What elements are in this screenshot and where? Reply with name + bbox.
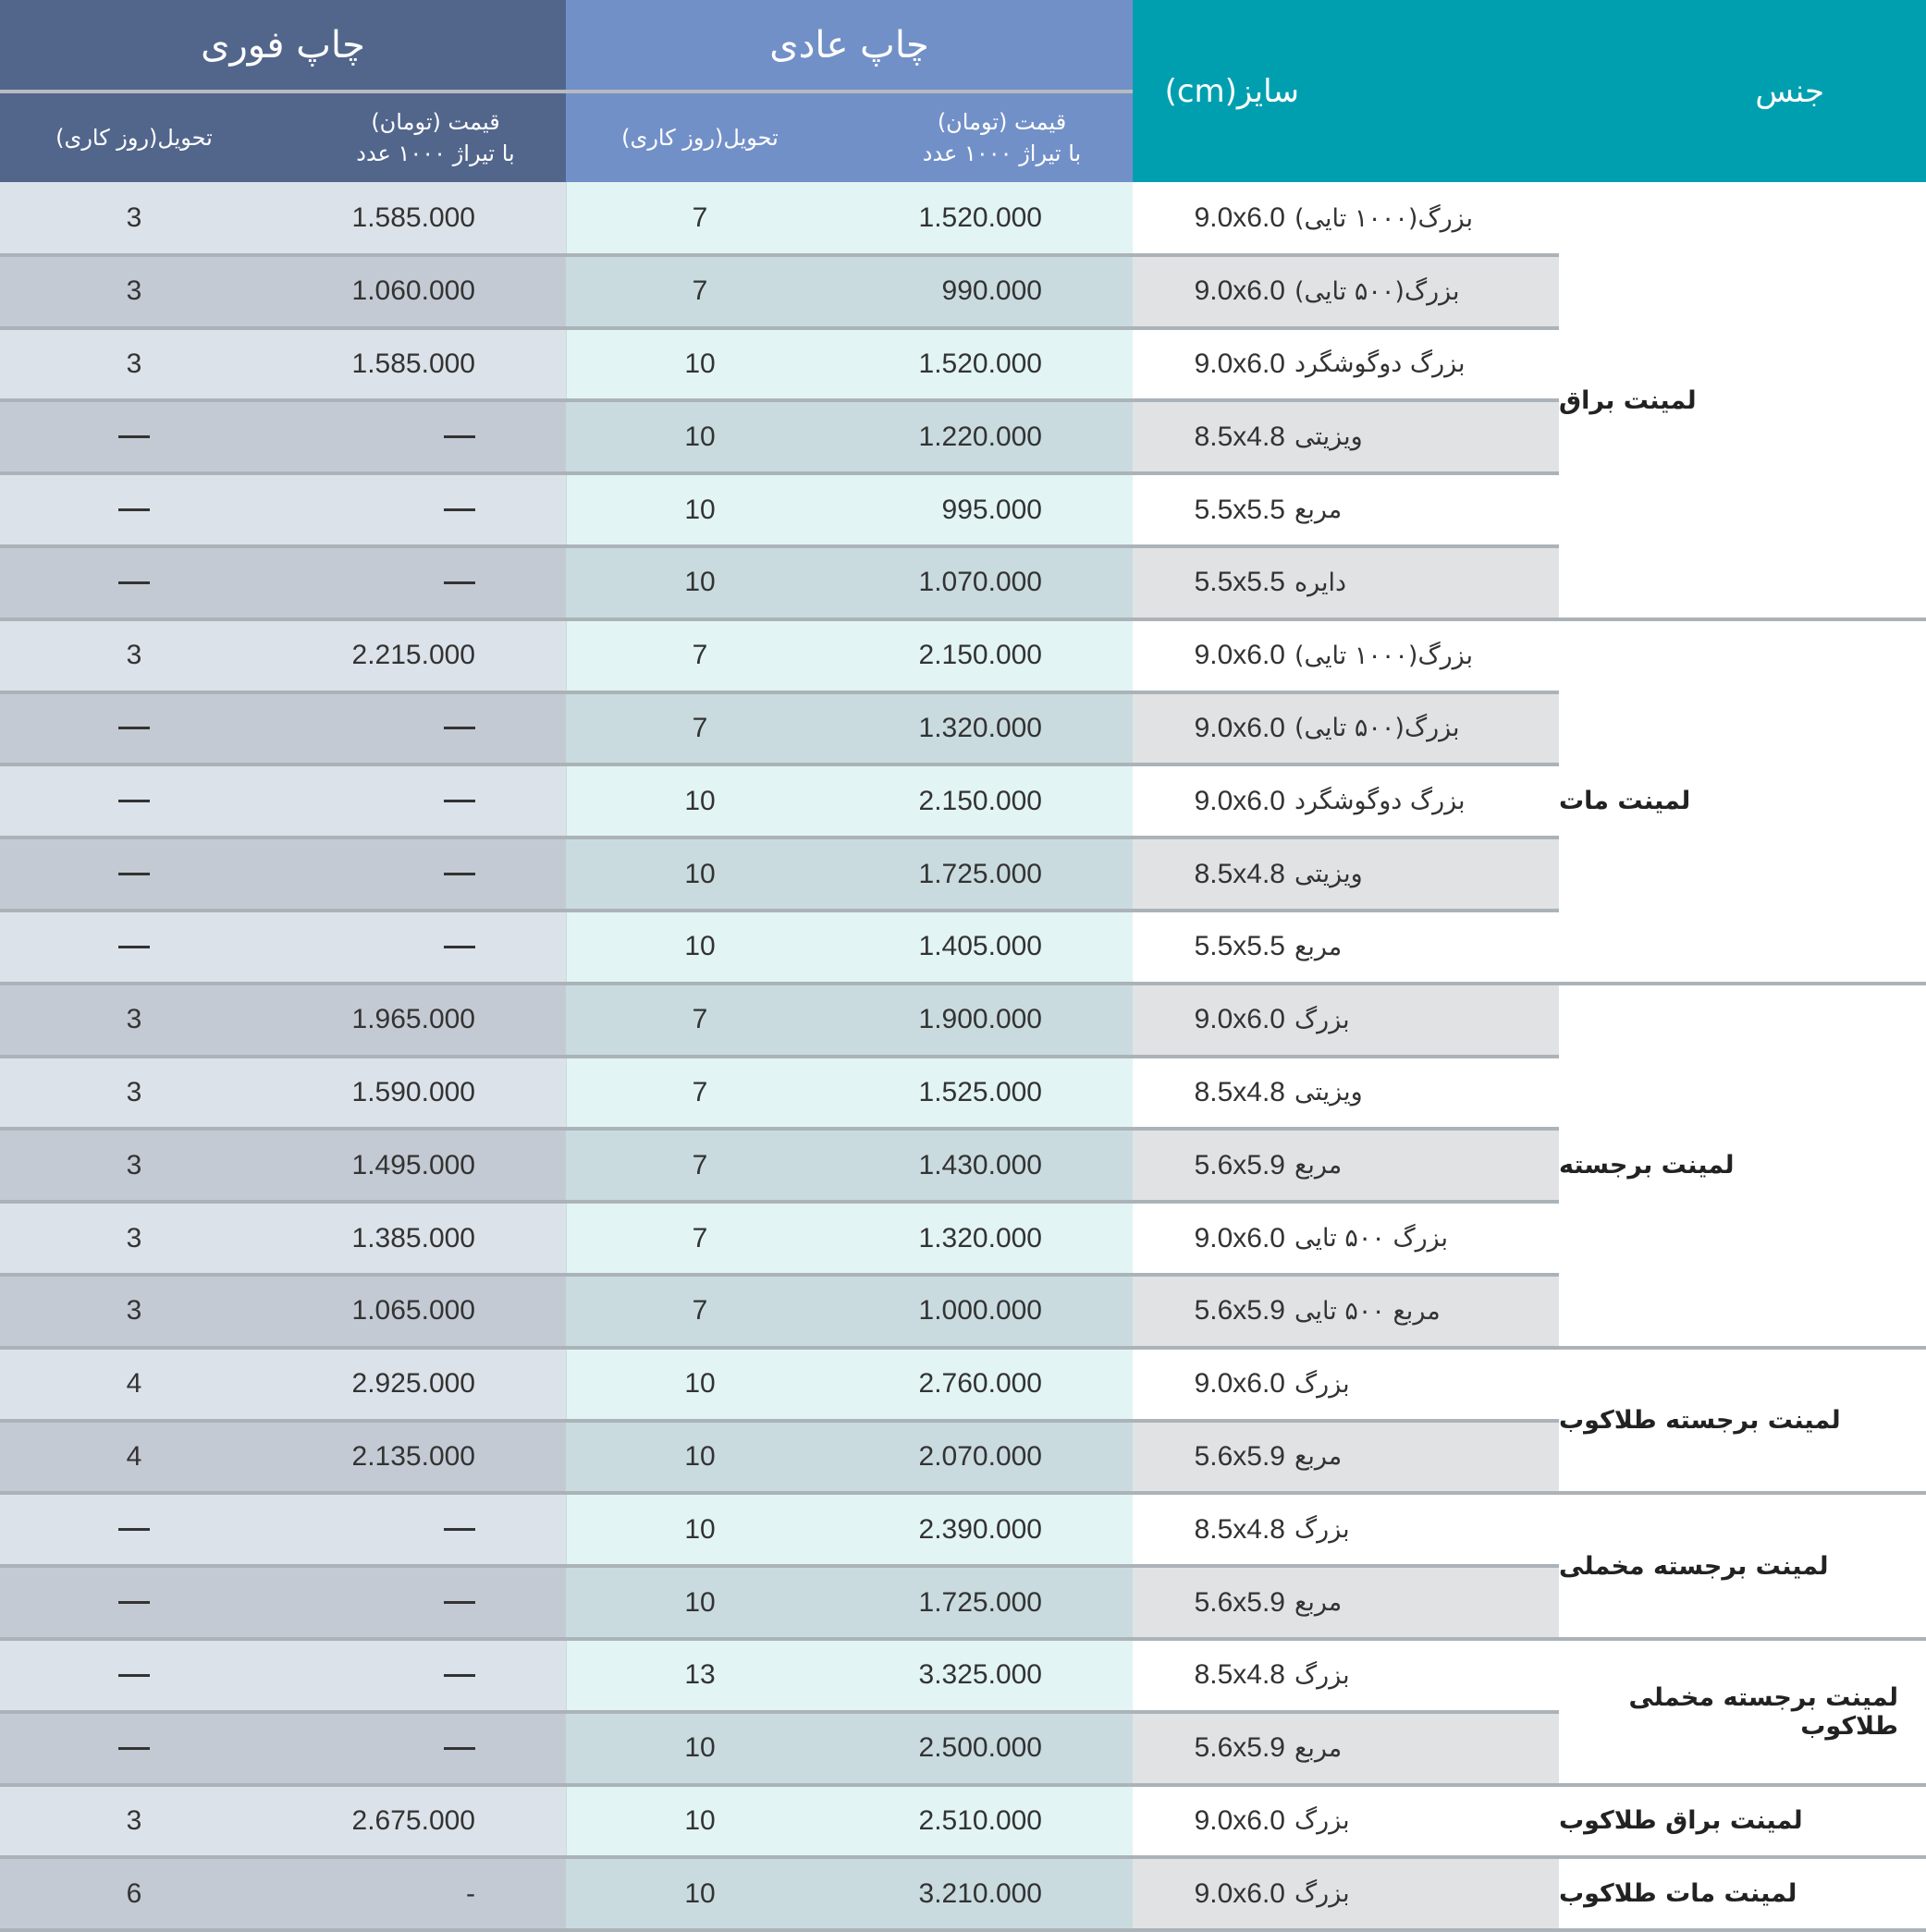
card-type: بزرگ دوگوشگرد [1294,787,1466,816]
header-fori-price-line2: با تیراژ ۱۰۰۰ عدد [356,141,515,166]
fori-price [268,911,566,984]
unavailable-dash [118,508,150,511]
fori-price: 1.385.000 [351,1222,475,1253]
unavailable-dash [118,581,150,584]
normal-delivery: 10 [684,858,716,889]
row-divider [0,544,1559,548]
size-value: 9.0x6.0 [1194,640,1285,671]
normal-delivery: 7 [692,640,708,671]
fori-delivery: 3 [126,1804,142,1836]
normal-delivery: 7 [692,1004,708,1035]
row-divider [0,618,1926,621]
row-divider [0,1637,1926,1641]
size-value: 9.0x6.0 [1194,1368,1285,1400]
material-cell: لمینت براق طلاکوب [1559,1787,1926,1856]
material-cell: لمینت برجسته [1559,985,1926,1346]
fori-price: 2.925.000 [351,1368,475,1400]
material-cell: لمینت برجسته طلاکوب [1559,1350,1926,1492]
card-type: بزرگ(۱۰۰۰ تایی) [1294,203,1474,233]
unavailable-dash [444,800,475,802]
size-value: 8.5x4.8 [1194,1513,1285,1545]
normal-price: 2.760.000 [918,1368,1042,1400]
normal-delivery: 7 [692,1222,708,1253]
row-divider [0,253,1559,257]
header-fori-delivery [0,93,268,182]
unavailable-dash [444,581,475,584]
normal-price: 2.150.000 [918,640,1042,671]
unavailable-dash [118,946,150,948]
size-value: 5.6x5.9 [1194,1440,1285,1472]
normal-delivery: 13 [684,1659,716,1691]
unavailable-dash [444,508,475,511]
fori-price [268,1566,566,1639]
unavailable-dash [118,873,150,875]
row-divider [0,909,1559,912]
card-type: ویزیتی [1294,422,1363,452]
card-type: مربع [1294,932,1343,961]
row-divider [0,1346,1926,1350]
fori-price: 1.585.000 [351,348,475,379]
normal-delivery: 10 [684,785,716,816]
row-divider [0,1928,1926,1932]
material-cell: لمینت برجسته مخملی [1559,1495,1926,1637]
card-type: بزرگ(۱۰۰۰ تایی) [1294,641,1474,670]
normal-price: 990.000 [941,275,1042,307]
card-type: بزرگ [1294,1005,1350,1034]
normal-price: 1.070.000 [918,567,1042,598]
fori-price [268,1493,566,1566]
normal-delivery: 10 [684,931,716,962]
fori-price: 2.215.000 [351,640,475,671]
normal-price: 1.430.000 [918,1149,1042,1180]
card-type: مربع ۵۰۰ تایی [1294,1296,1441,1326]
fori-delivery [0,400,268,473]
normal-price: 1.725.000 [918,858,1042,889]
fori-price [268,400,566,473]
fori-delivery [0,546,268,619]
fori-price [268,838,566,911]
fori-delivery: 3 [126,275,142,307]
card-type: دایره [1294,568,1347,597]
fori-delivery [0,692,268,765]
unavailable-dash [118,1674,150,1677]
header-group-fori: چاپ فوری [0,0,566,90]
normal-price: 3.210.000 [918,1877,1042,1909]
material-cell: لمینت براق [1559,184,1926,618]
normal-delivery: 10 [684,494,716,525]
fori-price [268,692,566,765]
fori-price: 2.675.000 [351,1804,475,1836]
normal-delivery: 7 [692,712,708,743]
row-divider [0,1710,1559,1714]
row-divider [0,1783,1926,1787]
header-main-block [1133,0,1926,182]
header-normal-delivery [566,93,834,182]
fori-price: 2.135.000 [351,1440,475,1472]
fori-delivery [0,1566,268,1639]
size-value: 8.5x4.8 [1194,858,1285,889]
unavailable-dash [444,727,475,729]
fori-delivery: 3 [126,1004,142,1035]
header-normal-price-line2: با تیراژ ۱۰۰۰ عدد [922,141,1082,166]
card-type: مربع [1294,495,1343,525]
size-value: 9.0x6.0 [1194,785,1285,816]
fori-delivery [0,473,268,546]
unavailable-dash [118,1528,150,1531]
fori-delivery: 3 [126,1076,142,1107]
header-size: سایز(cm) [1164,72,1299,110]
fori-price: 1.590.000 [351,1076,475,1107]
material-cell: لمینت مات طلاکوب [1559,1859,1926,1928]
fori-price: 1.495.000 [351,1149,475,1180]
normal-price: 1.320.000 [918,1222,1042,1253]
row-divider [0,1491,1926,1495]
row-divider [0,982,1926,985]
normal-price: 3.325.000 [918,1659,1042,1691]
fori-delivery: 3 [126,348,142,379]
size-value: 5.6x5.9 [1194,1586,1285,1618]
card-type: ویزیتی [1294,860,1363,889]
header-normal-price [834,93,1133,182]
fori-delivery [0,764,268,838]
normal-delivery: 10 [684,1804,716,1836]
unavailable-dash [118,800,150,802]
row-divider [0,1127,1559,1131]
normal-delivery: 10 [684,1877,716,1909]
row-divider [0,691,1559,694]
unavailable-dash [118,1601,150,1604]
size-value: 9.0x6.0 [1194,712,1285,743]
fori-price [268,764,566,838]
fori-delivery [0,1493,268,1566]
card-type: بزرگ [1294,1879,1350,1909]
card-type: بزرگ [1294,1806,1350,1836]
size-value: 8.5x4.8 [1194,421,1285,452]
normal-delivery: 10 [684,1513,716,1545]
card-type: بزرگ دوگوشگرد [1294,349,1466,379]
fori-delivery: 3 [126,1222,142,1253]
size-value: 5.6x5.9 [1194,1295,1285,1327]
row-divider [0,763,1559,766]
row-divider [0,1855,1926,1859]
unavailable-dash [444,946,475,948]
card-type: مربع [1294,1733,1343,1763]
fori-price: 1.965.000 [351,1004,475,1035]
header-fori-price-line1: قیمت (تومان) [371,109,500,135]
fori-delivery: 3 [126,640,142,671]
normal-price: 995.000 [941,494,1042,525]
unavailable-dash [118,727,150,729]
normal-delivery: 10 [684,348,716,379]
card-type: مربع [1294,1442,1343,1472]
size-value: 9.0x6.0 [1194,1222,1285,1253]
unavailable-dash [444,1528,475,1531]
row-divider [0,836,1559,839]
row-divider [0,326,1559,330]
unavailable-dash [444,1674,475,1677]
fori-delivery [0,838,268,911]
fori-price [268,546,566,619]
normal-price: 1.405.000 [918,931,1042,962]
card-type: مربع [1294,1588,1343,1618]
fori-price: 1.585.000 [351,202,475,234]
normal-delivery: 7 [692,1149,708,1180]
header-normal-delivery-label: تحویل(روز کاری) [621,125,779,151]
unavailable-dash [444,1601,475,1604]
fori-delivery [0,1639,268,1712]
fori-delivery: 4 [126,1440,142,1472]
unavailable-dash [118,435,150,438]
unavailable-dash [444,1747,475,1750]
normal-delivery: 10 [684,567,716,598]
card-type: بزرگ(۵۰۰ تایی) [1294,276,1460,306]
card-type: بزرگ [1294,1369,1350,1399]
normal-price: 1.320.000 [918,712,1042,743]
row-divider [0,1564,1559,1568]
fori-delivery [0,911,268,984]
fori-price: 1.065.000 [351,1295,475,1327]
normal-delivery: 7 [692,202,708,234]
card-type: بزرگ ۵۰۰ تایی [1294,1224,1449,1253]
size-value: 5.5x5.5 [1194,931,1285,962]
row-divider [0,1273,1559,1277]
normal-price: 2.500.000 [918,1732,1042,1764]
normal-delivery: 10 [684,1440,716,1472]
card-type: بزرگ [1294,1660,1350,1690]
normal-price: 1.725.000 [918,1586,1042,1618]
card-type: ویزیتی [1294,1078,1363,1107]
fori-delivery: 3 [126,202,142,234]
normal-delivery: 7 [692,1076,708,1107]
fori-delivery [0,1712,268,1785]
row-divider [0,1419,1559,1423]
material-cell: لمینت برجسته مخملی طلاکوب [1559,1641,1926,1783]
unavailable-dash [444,873,475,875]
size-value: 5.6x5.9 [1194,1732,1285,1764]
header-group-normal: چاپ عادی [566,0,1133,90]
fori-price: - [466,1877,475,1909]
header-fori-delivery-label: تحویل(روز کاری) [55,125,213,151]
row-divider [0,471,1559,475]
row-divider [0,1055,1559,1058]
size-value: 5.6x5.9 [1194,1149,1285,1180]
card-type: بزرگ(۵۰۰ تایی) [1294,714,1460,743]
size-value: 8.5x4.8 [1194,1076,1285,1107]
header-normal-price-line1: قیمت (تومان) [937,109,1067,135]
size-value: 8.5x4.8 [1194,1659,1285,1691]
fori-delivery: 3 [126,1149,142,1180]
row-divider [0,1200,1559,1204]
fori-delivery: 6 [126,1877,142,1909]
size-value: 9.0x6.0 [1194,275,1285,307]
normal-delivery: 7 [692,275,708,307]
fori-price [268,473,566,546]
normal-price: 1.520.000 [918,348,1042,379]
fori-delivery: 3 [126,1295,142,1327]
size-value: 5.5x5.5 [1194,567,1285,598]
unavailable-dash [444,435,475,438]
normal-price: 1.000.000 [918,1295,1042,1327]
unavailable-dash [118,1747,150,1750]
row-divider [0,398,1559,402]
normal-price: 1.900.000 [918,1004,1042,1035]
size-value: 5.5x5.5 [1194,494,1285,525]
size-value: 9.0x6.0 [1194,348,1285,379]
normal-delivery: 7 [692,1295,708,1327]
fori-price [268,1639,566,1712]
size-value: 9.0x6.0 [1194,1004,1285,1035]
normal-price: 1.520.000 [918,202,1042,234]
card-type: بزرگ [1294,1515,1350,1545]
size-value: 9.0x6.0 [1194,1877,1285,1909]
normal-price: 2.150.000 [918,785,1042,816]
normal-delivery: 10 [684,1368,716,1400]
header-material: جنس [1755,72,1824,110]
card-type: مربع [1294,1151,1343,1180]
fori-price [268,1712,566,1785]
normal-price: 2.070.000 [918,1440,1042,1472]
normal-price: 1.220.000 [918,421,1042,452]
fori-delivery: 4 [126,1368,142,1400]
normal-price: 1.525.000 [918,1076,1042,1107]
header-fori-price [268,93,566,182]
fori-price: 1.060.000 [351,275,475,307]
normal-delivery: 10 [684,421,716,452]
normal-price: 2.390.000 [918,1513,1042,1545]
size-value: 9.0x6.0 [1194,1804,1285,1836]
normal-delivery: 10 [684,1732,716,1764]
normal-price: 2.510.000 [918,1804,1042,1836]
size-value: 9.0x6.0 [1194,202,1285,234]
normal-delivery: 10 [684,1586,716,1618]
material-cell: لمینت مات [1559,621,1926,982]
